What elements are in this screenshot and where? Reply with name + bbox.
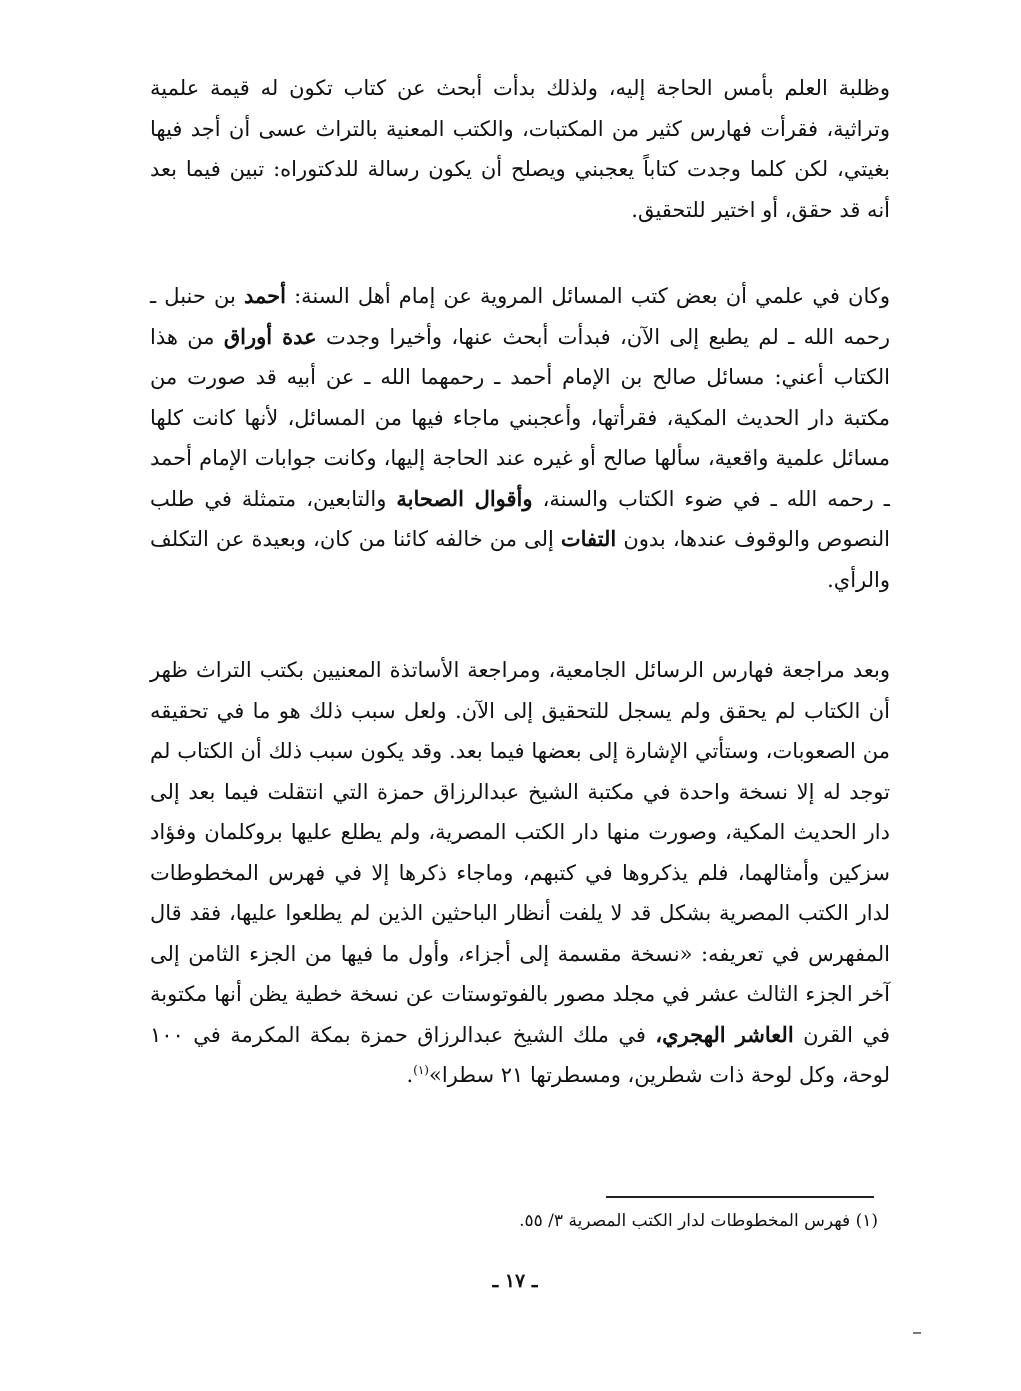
bold-term-ashir: العاشر الهجري، (655, 1021, 794, 1047)
paragraph-review (150, 650, 890, 1096)
text-run: إلى من خالفه كائنا من كان، وبعيدة عن التكلف والرأي. (150, 527, 890, 592)
text-run: وبعد مراجعة فهارس الرسائل الجامعية، ومراجعة الأساتذة المعنيين بكتب التراث ظهر أن الكتاب لم يحقق ولم يسجل للتحقيق إلى الآن. ولعل سبب ذلك هو ما في تحقيقه من الصعوبات، وستأتي الإشارة إلى بعضها فيما بعد. وقد يكون سبب ذلك أن الكتاب لم توجد له إلا نسخة واحدة في مكتبة الشيخ عبدالرزاق حمزة التي انتقلت فيما بعد إلى دار الحديث المكية، وصورت منها دار الكتب المصرية، ولم يطلع عليها بروكلمان وفؤاد سزكين وأمثالهما، فلم يذكروها في كتبهم، وماجاء ذكرها إلا في فهرس المخطوطات لدار الكتب المصرية بشكل قد لا يلفت أنظار الباحثين الذين لم يطلعوا عليها، فقد قال المفهرس في تعريفه: «نسخة مقسمة إلى أجزاء، وأول ما فيها من الجزء الثامن إلى آخر الجزء الثالث عشر في مجلد مصور بالفوتوستات عن نسخة خطية يظن أنها مكتوبة في القرن (150, 658, 890, 1047)
text-run: وكان في علمي أن بعض كتب المسائل المروية عن إمام أهل السنة: (294, 284, 890, 308)
text-run: بن حنبل ـ رحمه الله ـ لم يطبع إلى الآن، فبدأت أبحث عنها، وأخيرا وجدت (150, 284, 890, 349)
text-run: والتابعين، متمثلة في طلب النصوص والوقوف عندها، بدون (150, 486, 891, 551)
bold-term-awraq: عدة أوراق (223, 323, 317, 349)
footnote-separator (606, 1196, 874, 1198)
scan-mark (913, 1332, 921, 1334)
footnote: (١) فهرس المخطوطات لدار الكتب المصرية ٣/ ٥٥. (519, 1211, 878, 1231)
page-number: ـ ١٧ ـ (492, 1270, 538, 1292)
text-run: من هذا الكتاب أعني: مسائل صالح بن الإمام أحمد ـ رحمهما الله ـ عن أبيه قد صورت من مكتبة دار الحديث المكية، فقرأتها، وأعجبني ماجاء فيها من المسائل، لأنها كانت كلها مسائل علمية واقعية، سألها صالح أو غيره عند الحاجة إليها، وكانت جوابات الإمام أحمد ـ رحمه الله ـ في ضوء الكتاب والسنة، (150, 324, 890, 511)
footnote-reference: (١) (413, 1063, 429, 1077)
paragraph-intro (150, 68, 890, 230)
bold-term-ahmad: أحمد (243, 283, 286, 308)
paragraph-intro-text: وظلبة العلم بأمس الحاجة إليه، ولذلك بدأت أبحث عن كتاب تكون له قيمة علمية وتراثية، فقرأت فهارس كثير من المكتبات، والكتب المعنية بالتراث عسى أن أجد فيها بغيتي، لكن كلما وجدت كتاباً يعجبني ويصلح أن يكون رسالة للدكتوراه: تبين فيما بعد أنه قد حقق، أو اختير للتحقيق. (150, 76, 890, 222)
paragraph-masail (150, 276, 890, 600)
text-run: في ملك الشيخ عبدالرزاق حمزة بمكة المكرمة في ١٠٠ لوحة، وكل لوحة ذات شطرين، ومسطرتها ٢١ سطرا» (150, 1022, 890, 1087)
text-run: . (406, 1063, 414, 1087)
bold-term-aqwal: وأقوال الصحابة (396, 485, 533, 511)
bold-term-iltifat: التفات (560, 526, 617, 551)
